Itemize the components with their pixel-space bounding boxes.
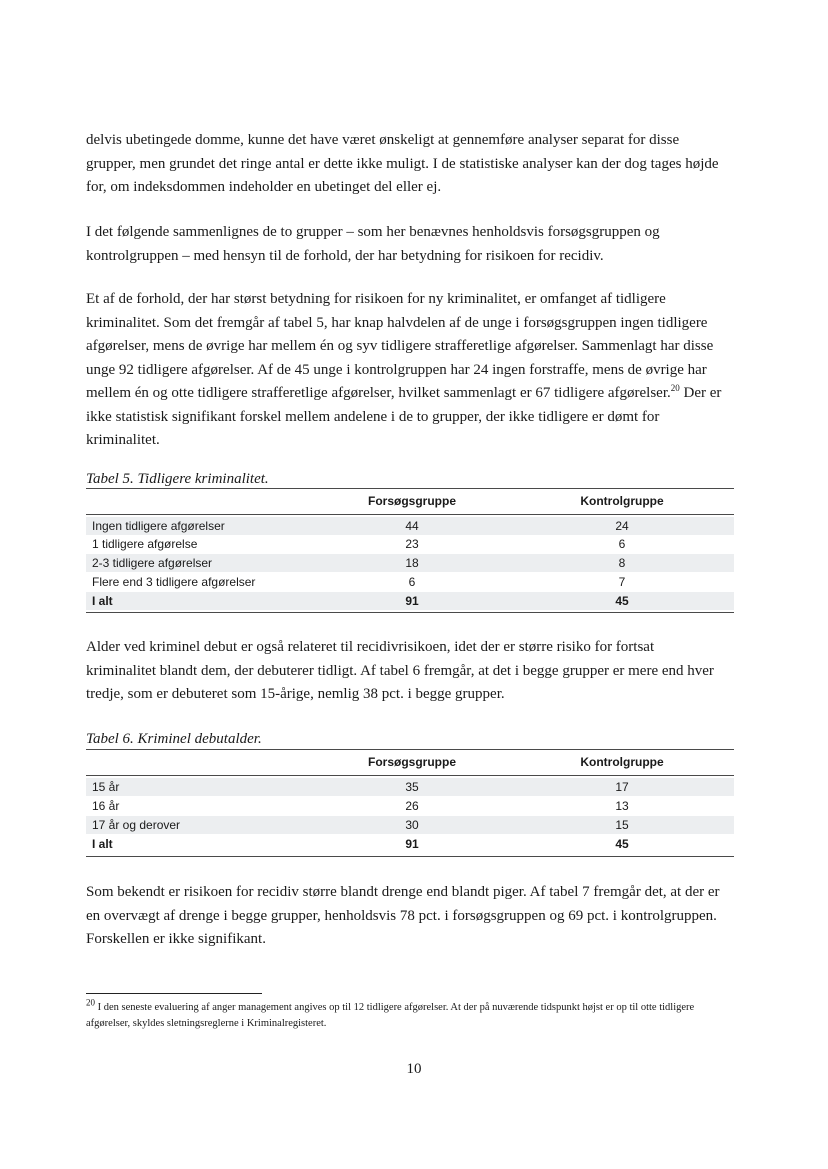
cell-kontrolgruppe: 45 [615, 594, 629, 608]
footnote-20 [86, 997, 732, 1032]
table-row [86, 554, 734, 572]
table-6-top-rule [86, 749, 734, 750]
cell-kontrolgruppe: 6 [618, 537, 626, 551]
cell-kontrolgruppe: 8 [618, 556, 626, 570]
table-6-caption: Tabel 6. Kriminel debutalder. [86, 731, 262, 747]
paragraph-3-tail: Der er ikke statistisk signifikant forskel mellem andelene i de to grupper, der ikke tidligere er dømt for kriminalitet. [86, 385, 722, 448]
cell-kontrolgruppe: 24 [615, 519, 629, 533]
row-label: 15 år [92, 780, 120, 794]
cell-forsoegsgruppe: 91 [405, 594, 419, 608]
table-5-caption: Tabel 5. Tidligere kriminalitet. [86, 471, 269, 487]
table-row [86, 797, 734, 815]
table-5-header [86, 490, 734, 512]
table-5-top-rule [86, 488, 734, 489]
table-5-header-forsoegsgruppe: Forsøgsgruppe [367, 494, 456, 508]
table-5-bottom-rule [86, 612, 734, 613]
cell-forsoegsgruppe: 26 [405, 799, 419, 813]
paragraph-5: Som bekendt er risikoen for recidiv større blandt drenge end blandt piger. Af tabel 7 fremgår det, at der er en overvægt af drenge i begge grupper, henholdsvis 78 pct. i forsøgsgruppen og 69 pct. i kontrolgruppen. Forskellen er ikke signifikant. [86, 884, 720, 947]
table-row-total [86, 835, 734, 853]
footnote-text: I den seneste evaluering af anger management angives op til 12 tidligere afgørelser. At der på nuværende tidspunkt højst er op til otte tidligere afgørelser, skyldes sletningsreglerne i Kriminalregisteret. [86, 1002, 695, 1029]
row-label: 1 tidligere afgørelse [92, 537, 198, 551]
cell-kontrolgruppe: 45 [615, 837, 629, 851]
table-row [86, 535, 734, 553]
row-label: 17 år og derover [92, 818, 181, 832]
cell-kontrolgruppe: 13 [615, 799, 629, 813]
footnote-number: 20 [86, 997, 95, 1008]
row-label: Flere end 3 tidligere afgørelser [92, 575, 256, 589]
row-label: I alt [92, 837, 113, 851]
table-6-header [86, 751, 734, 773]
cell-kontrolgruppe: 7 [618, 575, 626, 589]
row-label: 2-3 tidligere afgørelser [92, 556, 213, 570]
table-6-header-rule [86, 775, 734, 776]
cell-forsoegsgruppe: 6 [408, 575, 416, 589]
row-label: Ingen tidligere afgørelser [92, 519, 225, 533]
table-5-header-rule [86, 514, 734, 515]
paragraph-3 [86, 288, 726, 453]
table-row [86, 816, 734, 834]
cell-kontrolgruppe: 15 [615, 818, 629, 832]
table-5-header-kontrolgruppe: Kontrolgruppe [580, 494, 664, 508]
cell-kontrolgruppe: 17 [615, 780, 629, 794]
table-6-bottom-rule [86, 856, 734, 857]
table-row [86, 517, 734, 535]
row-label: I alt [92, 594, 113, 608]
cell-forsoegsgruppe: 23 [405, 537, 419, 551]
footnote-ref-20[interactable]: 20 [670, 383, 680, 393]
table-row-total [86, 592, 734, 610]
cell-forsoegsgruppe: 35 [405, 780, 419, 794]
cell-forsoegsgruppe: 18 [405, 556, 419, 570]
table-6-header-forsoegsgruppe: Forsøgsgruppe [367, 755, 456, 769]
table-6-header-kontrolgruppe: Kontrolgruppe [580, 755, 664, 769]
table-row [86, 778, 734, 796]
paragraph-2: I det følgende sammenlignes de to grupper – som her benævnes henholdsvis forsøgsgruppen og kontrolgruppen – med hensyn til de forhold, der har betydning for risikoen for recidiv. [86, 224, 660, 264]
table-row [86, 573, 734, 591]
cell-forsoegsgruppe: 30 [405, 818, 419, 832]
paragraph-4: Alder ved kriminel debut er også relateret til recidivrisikoen, idet der er større risiko for fortsat kriminalitet blandt dem, der debuterer tidligt. Af tabel 6 fremgår, at det i begge grupper er mere end hver tredje, som er debuteret som 15-årige, nemlig 38 pct. i begge grupper. [86, 639, 714, 702]
paragraph-3-text: Et af de forhold, der har størst betydning for risikoen for ny kriminalitet, er omfanget af tidligere kriminalitet. Som det fremgår af tabel 5, har knap halvdelen af de unge i forsøgsgruppen ingen tidligere afgørelser, mens de øvrige har mellem én og syv tidligere strafferetlige afgørelser. Sammenlagt har disse unge 92 tidligere afgørelser. Af de 45 unge i kontrolgruppen har 24 ingen forstraffe, mens de øvrige har mellem én og otte tidligere strafferetlige afgørelser, hvilket sammenlagt er 67 tidligere afgørelser. [86, 291, 714, 401]
paragraph-1: delvis ubetingede domme, kunne det have været ønskeligt at gennemføre analyser separat for disse grupper, men grundet det ringe antal er dette ikke muligt. I de statistiske analyser kan der dog tages højde for, om indeksdommen indeholder en ubetinget del eller ej. [86, 132, 719, 195]
cell-forsoegsgruppe: 44 [405, 519, 419, 533]
page-number: 10 [406, 1061, 422, 1077]
cell-forsoegsgruppe: 91 [405, 837, 419, 851]
footnote-separator [86, 993, 262, 994]
row-label: 16 år [92, 799, 120, 813]
